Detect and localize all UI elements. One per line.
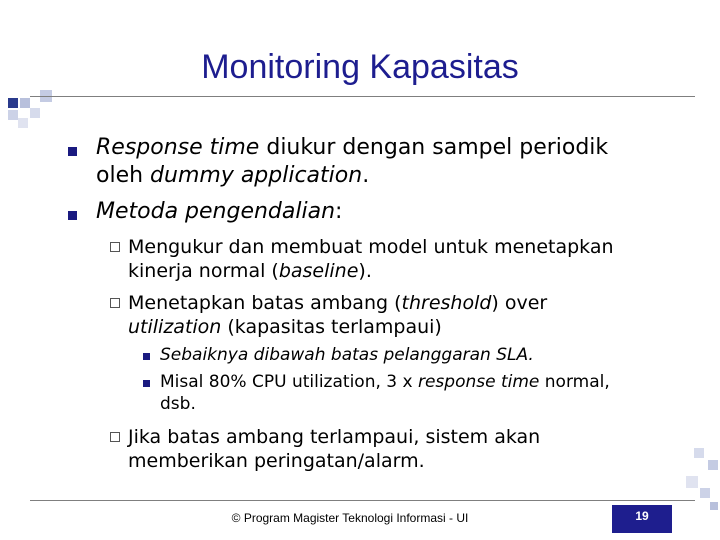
footer-divider	[30, 500, 695, 501]
bullet-1-line-1: Response time diukur dengan sampel periodik	[96, 135, 609, 160]
sub-2-line-2: utilization (kapasitas terlampaui)	[128, 316, 442, 338]
title-divider	[30, 96, 695, 97]
bullet-2-line-1: Metoda pengendalian:	[96, 199, 343, 224]
bullet-square-icon	[143, 380, 150, 387]
page-number: 19	[612, 505, 672, 533]
bullet-square-icon	[68, 211, 77, 220]
checkbox-bullet-icon	[110, 298, 120, 308]
subsub-2-line-1: Misal 80% CPU utilization, 3 x response time normal,	[160, 372, 610, 392]
sub-1-line-2: kinerja normal (baseline).	[128, 260, 372, 282]
subsub-2-line-2: dsb.	[160, 394, 196, 414]
sub-3-line-2: memberikan peringatan/alarm.	[128, 450, 425, 472]
checkbox-bullet-icon	[110, 242, 120, 252]
checkbox-bullet-icon	[110, 432, 120, 442]
sub-2-line-1: Menetapkan batas ambang (threshold) over	[128, 292, 548, 314]
bullet-1-line-2: oleh dummy application.	[96, 163, 370, 188]
subsub-1: Sebaiknya dibawah batas pelanggaran SLA.	[160, 345, 534, 365]
sub-3-line-1: Jika batas ambang terlampaui, sistem akan	[128, 426, 541, 448]
sub-1-line-1: Mengukur dan membuat model untuk menetapkan	[128, 236, 614, 258]
slide-title: Monitoring Kapasitas	[201, 48, 519, 86]
bullet-square-icon	[68, 147, 77, 156]
bullet-square-icon	[143, 353, 150, 360]
footer-copyright: © Program Magister Teknologi Informasi - UI	[231, 511, 469, 525]
